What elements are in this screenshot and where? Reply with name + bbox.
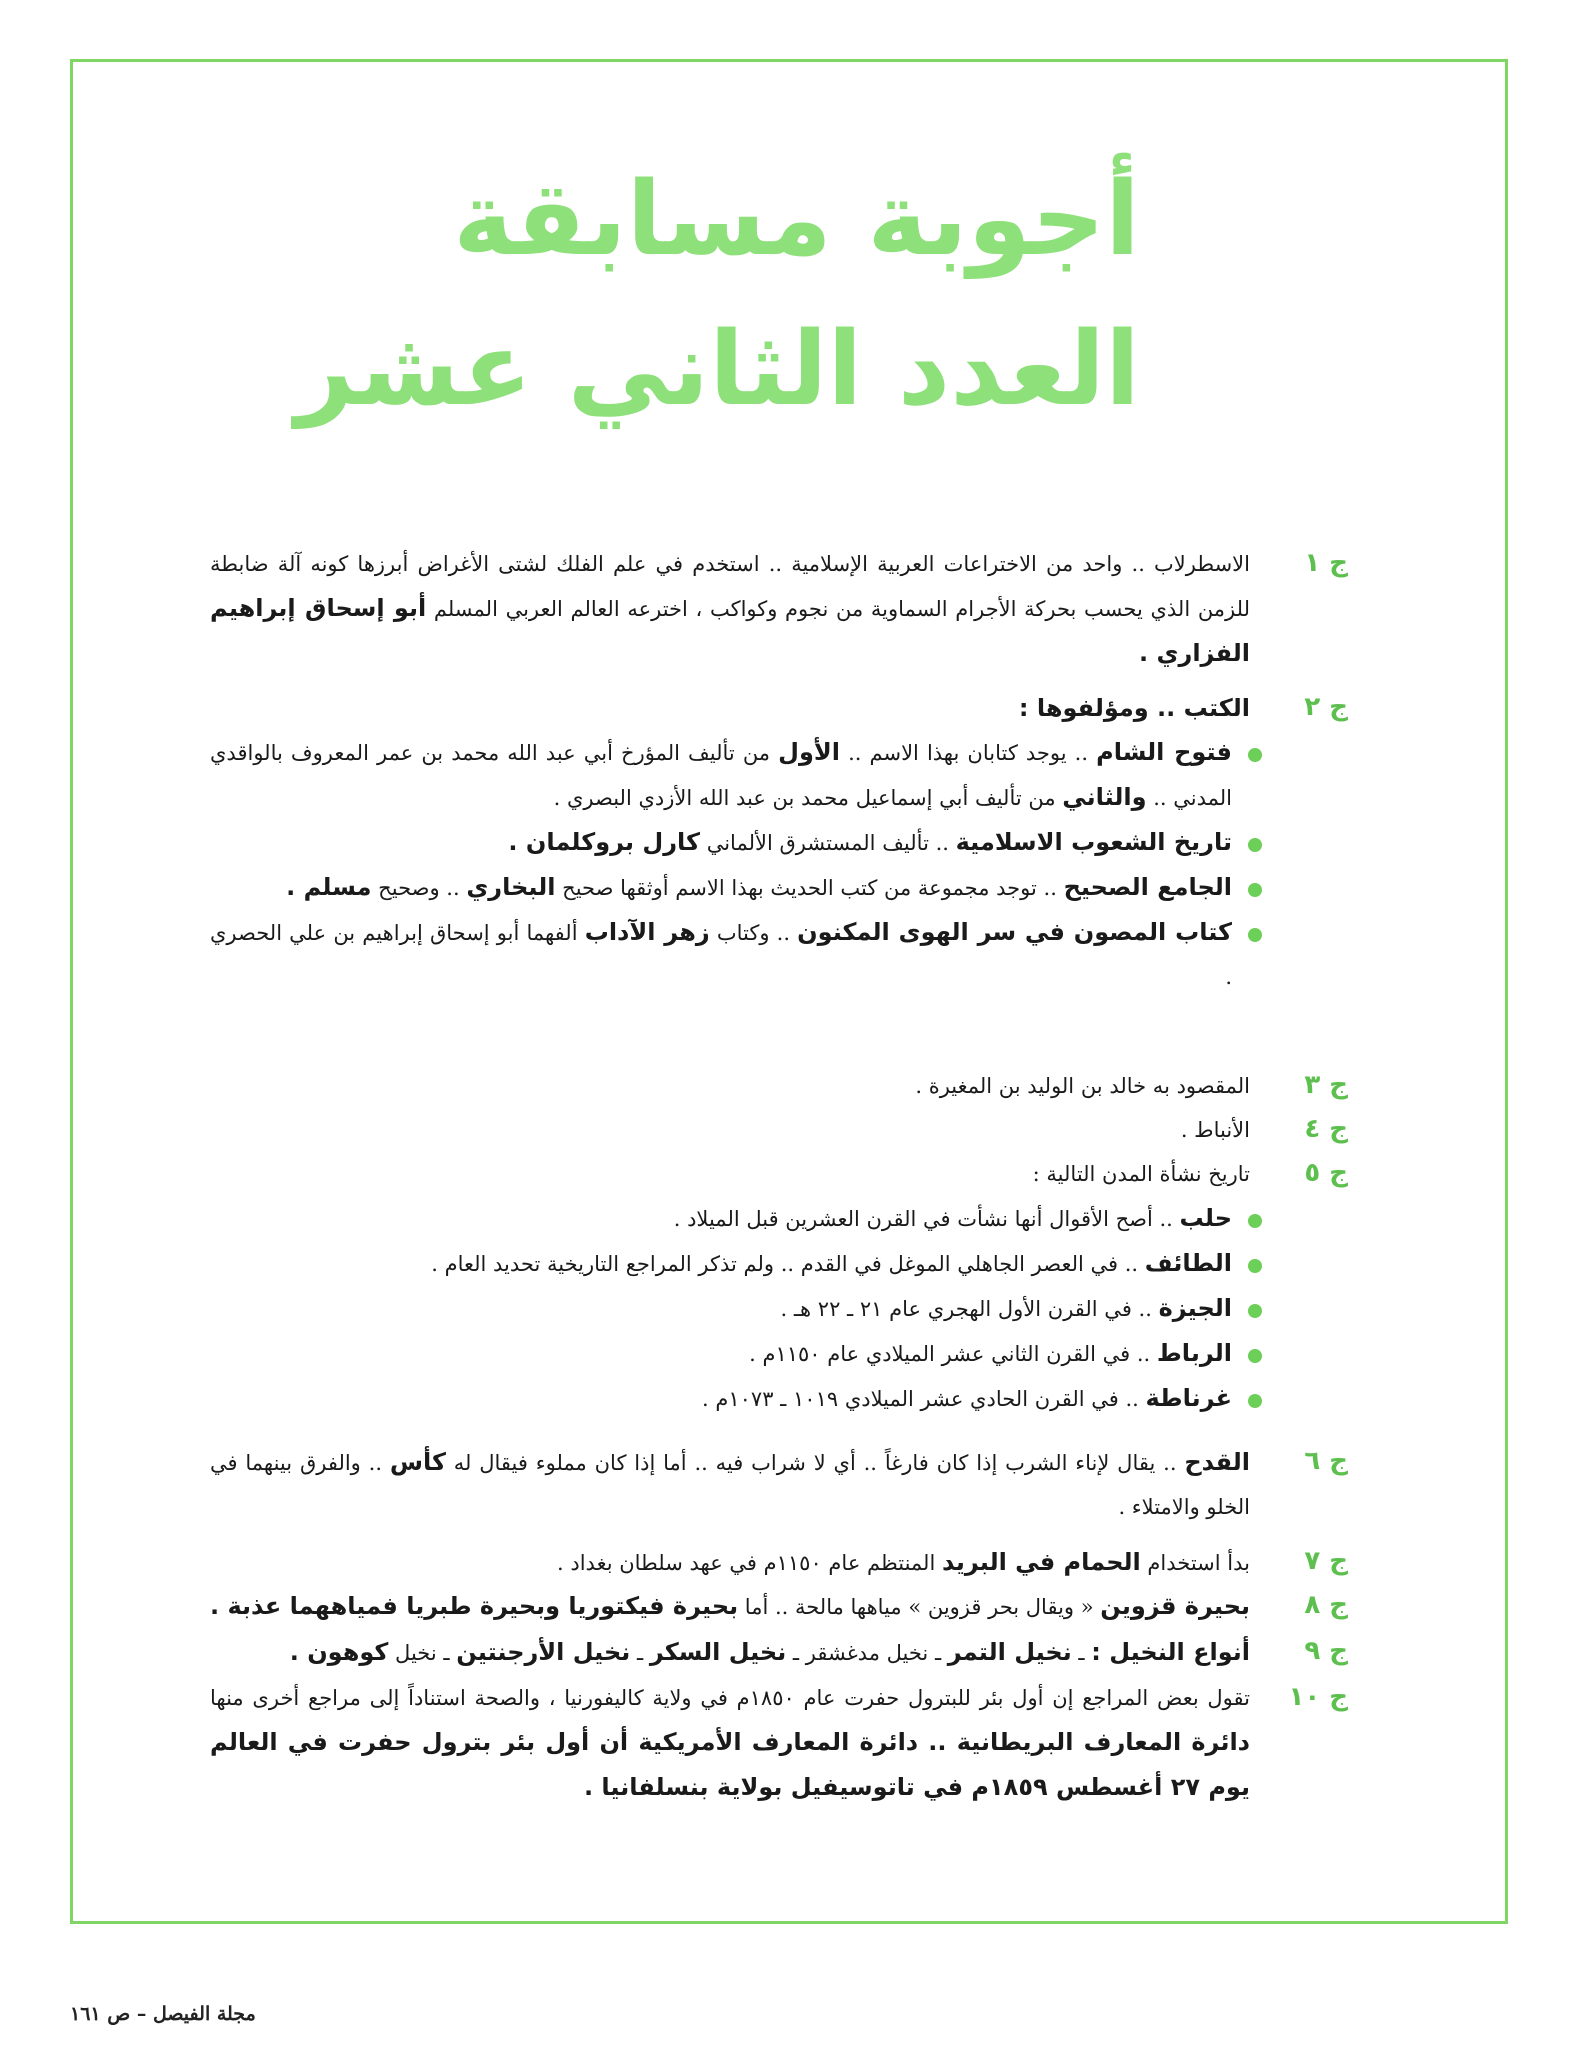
page-title — [295, 145, 1140, 445]
list-item: كتاب المصون في سر الهوى المكنون .. وكتاب زهر الآداب ألفهما أبو إسحاق إبراهيم بن علي الحصري . — [210, 910, 1250, 999]
bullet-icon — [1248, 883, 1262, 897]
bullet-icon — [1248, 838, 1262, 852]
answer-text: الأنباط . — [1180, 1118, 1250, 1142]
page-footer: مجلة الفيصل – ص ١٦١ — [70, 2003, 256, 2025]
answer-10 — [210, 1676, 1348, 1810]
answer-text: تقول بعض المراجع إن أول بئر للبترول حفرت عام ١٨٥٠م في ولاية كاليفورنيا ، والصحة استناداً إلى مراجع أخرى منها دائرة المعارف البريطانية .. دائرة المعارف الأمريكية أن أول بئر بترول حفرت في العالم يوم ٢٧ أغسطس ١٨٥٩م في تاتوسيفيل بولاية بنسلفانيا . — [210, 1686, 1251, 1801]
bullet-icon — [1248, 1394, 1262, 1408]
bullet-icon — [1248, 1214, 1262, 1228]
answer-text: المقصود به خالد بن الوليد بن المغيرة . — [915, 1074, 1250, 1098]
bullet-icon — [1248, 1349, 1262, 1363]
title-line-2: العدد الثاني عشر — [295, 310, 1140, 429]
list-item: الجيزة .. في القرن الأول الهجري عام ٢١ ـ ٢٢ هـ . — [210, 1286, 1250, 1331]
answer-text: بدأ استخدام الحمام في البريد المنتظم عام ١١٥٠م في عهد سلطان بغداد . — [557, 1548, 1250, 1576]
list-item: الجامع الصحيح .. توجد مجموعة من كتب الحديث بهذا الاسم أوثقها صحيح البخاري .. وصحيح مسلم . — [210, 865, 1250, 910]
answer-number: ج ١٠ — [1288, 1682, 1348, 1712]
list-item: الطائف .. في العصر الجاهلي الموغل في القدم .. ولم تذكر المراجع التاريخية تحديد العام . — [210, 1241, 1250, 1286]
answer-text: أنواع النخيل : ـ نخيل التمر ـ نخيل مدغشقر ـ نخيل السكر ـ نخيل الأرجنتين ـ نخيل كوهون . — [289, 1638, 1250, 1666]
answer-number: ج ٨ — [1304, 1590, 1348, 1620]
list-item: الرباط .. في القرن الثاني عشر الميلادي عام ١١٥٠م . — [210, 1331, 1250, 1376]
answer-text: بحيرة قزوين « ويقال بحر قزوين » مياهها مالحة .. أما بحيرة فيكتوريا وبحيرة طبريا فمياههما عذبة . — [210, 1592, 1250, 1620]
answer-6 — [210, 1440, 1348, 1529]
answer-text — [210, 686, 1250, 999]
list-item: غرناطة .. في القرن الحادي عشر الميلادي ١٠١٩ ـ ١٠٧٣م . — [210, 1376, 1250, 1421]
answer-heading: الكتب .. ومؤلفوها : — [1018, 694, 1250, 722]
answer-3 — [210, 1064, 1348, 1108]
answer-text: الاسطرلاب .. واحد من الاختراعات العربية الإسلامية .. استخدم في علم الفلك لشتى الأغراض أبرزها كونه آلة ضابطة للزمن الذي يحسب بحركة الأجرام السماوية من نجوم وكواكب ، اخترعه العالم العربي المسلم أبو إسحاق إبراهيم الفزاري . — [210, 552, 1250, 667]
answer-5 — [210, 1152, 1348, 1421]
answer-number: ج ١ — [1304, 548, 1348, 578]
answer-8 — [210, 1584, 1348, 1629]
answer-number: ج ٩ — [1304, 1636, 1348, 1666]
answer-number: ج ٤ — [1304, 1114, 1348, 1144]
list-item: حلب .. أصح الأقوال أنها نشأت في القرن العشرين قبل الميلاد . — [210, 1196, 1250, 1241]
answer-text: القدح .. يقال لإناء الشرب إذا كان فارغاً .. أي لا شراب فيه .. أما إذا كان مملوء فيقال له كأس .. والفرق بينهما في الخلو والامتلاء . — [210, 1448, 1250, 1519]
answer-number: ج ٣ — [1304, 1070, 1348, 1100]
answer-9 — [210, 1630, 1348, 1675]
answer-4 — [210, 1108, 1348, 1152]
answer-number: ج ٧ — [1304, 1546, 1348, 1576]
answer-7 — [210, 1540, 1348, 1585]
answer-number: ج ٦ — [1304, 1446, 1348, 1476]
answer-text: تاريخ نشأة المدن التالية : حلب .. أصح الأقوال أنها نشأت في القرن العشرين قبل الميلاد . الطائف .. في العصر الجاهلي الموغل في القدم .. ولم تذكر المراجع التاريخية تحديد العام . الجيزة .. في القرن الأول الهجري عام ٢١ ـ ٢٢ هـ . الرباط .. في القرن الثاني عشر الميلادي عام ١١٥٠م . غرناطة .. في القرن الحادي عشر الميلادي ١٠١٩ ـ ١٠٧٣م . — [210, 1152, 1250, 1421]
bullet-icon — [1248, 1304, 1262, 1318]
answer-number: ج ٢ — [1304, 692, 1348, 722]
answer-1 — [210, 542, 1348, 676]
answer-number: ج ٥ — [1304, 1158, 1348, 1188]
answer-2 — [210, 686, 1348, 999]
list-item: فتوح الشام .. يوجد كتابان بهذا الاسم .. الأول من تأليف المؤرخ أبي عبد الله محمد بن عمر المعروف بالواقدي المدني .. والثاني من تأليف أبي إسماعيل محمد بن عبد الله الأزدي البصري . — [210, 730, 1250, 820]
list-item: تاريخ الشعوب الاسلامية .. تأليف المستشرق الألماني كارل بروكلمان . — [210, 820, 1250, 865]
bullet-icon — [1248, 1259, 1262, 1273]
bullet-icon — [1248, 748, 1262, 762]
bullet-icon — [1248, 928, 1262, 942]
title-line-1: أجوبة مسابقة — [453, 160, 1140, 279]
